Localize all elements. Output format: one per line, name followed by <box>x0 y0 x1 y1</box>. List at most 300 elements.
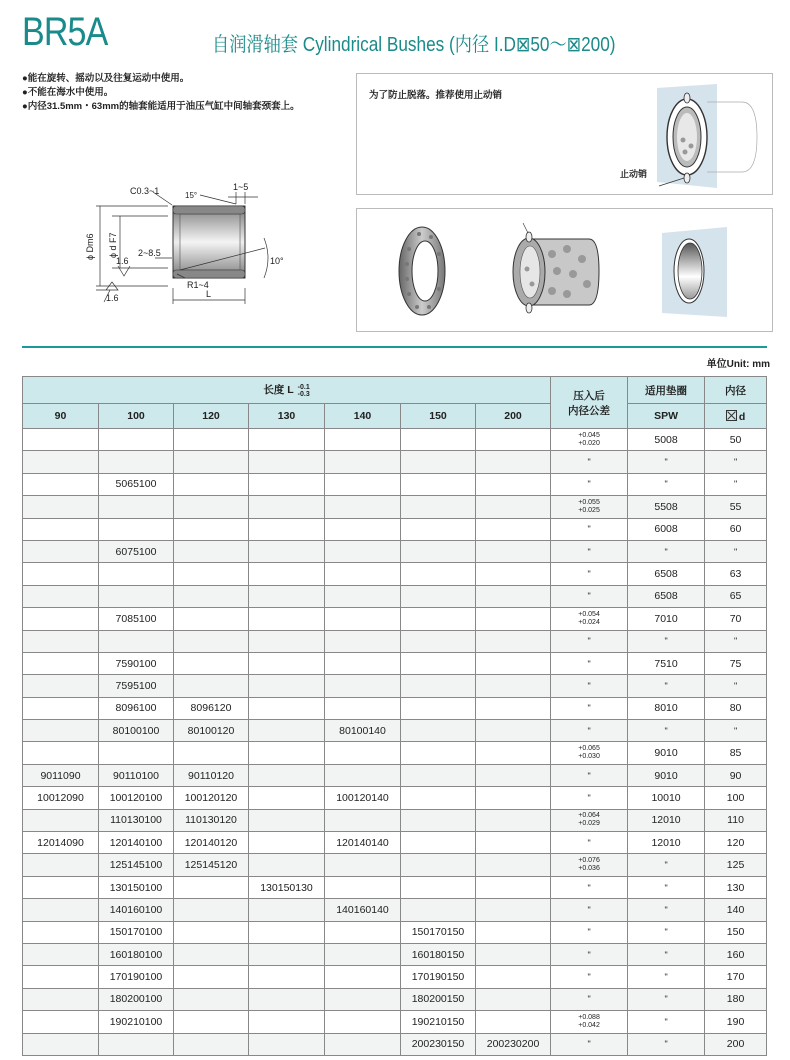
part-number-cell <box>325 697 401 719</box>
part-number-cell <box>401 518 476 540</box>
inner-diameter-cell: 75 <box>705 652 767 674</box>
part-number-cell <box>249 787 325 809</box>
part-number-cell <box>99 429 174 451</box>
part-number-cell <box>325 652 401 674</box>
part-number-cell <box>249 988 325 1010</box>
part-number-cell <box>174 585 249 607</box>
part-number-cell <box>325 809 401 831</box>
product-illustration-panel <box>356 208 773 332</box>
inner-diameter-cell: 125 <box>705 854 767 876</box>
angle-15-label: 15° <box>185 191 198 200</box>
part-number-cell <box>23 429 99 451</box>
tolerance-cell <box>551 429 628 451</box>
part-number-cell <box>174 988 249 1010</box>
tolerance-cell <box>551 943 628 965</box>
part-number-cell <box>249 697 325 719</box>
ditto-mark: " <box>587 792 591 803</box>
part-number-cell <box>23 809 99 831</box>
part-number-cell: 10012090 <box>23 787 99 809</box>
part-number-cell <box>325 854 401 876</box>
part-number-cell <box>476 473 551 495</box>
tolerance-lower: +0.030 <box>578 753 600 761</box>
part-number-cell <box>23 742 99 764</box>
washer-cell: 12010 <box>628 832 705 854</box>
part-number-cell: 7595100 <box>99 675 174 697</box>
part-number-cell <box>23 496 99 518</box>
inner-diameter-cell: 100 <box>705 787 767 809</box>
table-row <box>23 563 767 585</box>
ditto-mark: " <box>587 546 591 557</box>
table-row <box>23 585 767 607</box>
pin-installation-illustration <box>647 82 767 190</box>
washer-cell: 6008 <box>628 518 705 540</box>
part-number-cell <box>23 585 99 607</box>
washer-cell: 5008 <box>628 429 705 451</box>
part-number-cell <box>476 608 551 630</box>
outer-diameter-label: ϕ Dm6 <box>85 233 95 260</box>
table-row <box>23 787 767 809</box>
tolerance-cell <box>551 787 628 809</box>
part-number-cell: 80100100 <box>99 720 174 742</box>
tolerance-upper: +0.088 <box>578 1013 600 1021</box>
table-row <box>23 854 767 876</box>
part-number-cell <box>476 764 551 786</box>
part-number-cell <box>325 518 401 540</box>
length-tolerance: -0.1 -0.3 <box>297 383 310 398</box>
tolerance-lower: +0.020 <box>578 439 600 447</box>
part-number-cell <box>249 652 325 674</box>
part-number-cell <box>23 518 99 540</box>
part-number-cell <box>325 1033 401 1055</box>
ditto-mark: " <box>587 569 591 580</box>
part-number-cell <box>476 675 551 697</box>
part-number-cell: 160180100 <box>99 943 174 965</box>
part-number-cell <box>325 608 401 630</box>
inner-diameter-cell: 85 <box>705 742 767 764</box>
part-number-cell <box>174 1011 249 1033</box>
range-1-5-label: 1~5 <box>233 182 249 192</box>
tolerance-cell <box>551 832 628 854</box>
part-number-cell <box>401 473 476 495</box>
tolerance-cell <box>551 742 628 764</box>
table-row <box>23 675 767 697</box>
part-number-cell <box>249 563 325 585</box>
washer-cell: 9010 <box>628 764 705 786</box>
part-number-cell <box>476 921 551 943</box>
washer-cell: " <box>628 540 705 562</box>
washer-cell: " <box>628 899 705 921</box>
part-number-cell <box>174 563 249 585</box>
ditto-mark: " <box>587 1039 591 1050</box>
part-number-cell <box>476 540 551 562</box>
part-number-cell <box>476 809 551 831</box>
part-number-cell <box>476 832 551 854</box>
part-number-cell <box>476 720 551 742</box>
washer-cell: " <box>628 921 705 943</box>
feature-list <box>22 72 300 114</box>
tolerance-cell <box>551 899 628 921</box>
part-number-cell <box>174 742 249 764</box>
part-number-cell <box>249 899 325 921</box>
page-title: 自润滑轴套 Cylindrical Bushes (内径 I.D⊠50～⊠200) <box>212 34 616 56</box>
part-number-cell <box>476 652 551 674</box>
washer-cell: " <box>628 966 705 988</box>
part-number-cell <box>325 764 401 786</box>
bushing-body <box>173 206 245 278</box>
part-number-cell <box>174 496 249 518</box>
washer-cell: " <box>628 988 705 1010</box>
part-number-cell <box>249 451 325 473</box>
tolerance-lower: +0.024 <box>578 618 600 626</box>
ditto-mark: " <box>587 949 591 960</box>
part-number-cell: 150170150 <box>401 921 476 943</box>
tolerance-cell <box>551 608 628 630</box>
feature-item: ●内径31.5mm・63mm的轴套能适用于油压气缸中间轴套颈套上。 <box>22 101 300 112</box>
tolerance-cell <box>551 697 628 719</box>
ditto-mark: " <box>587 524 591 535</box>
tolerance-cell <box>551 1011 628 1033</box>
part-number-cell <box>325 988 401 1010</box>
inner-diameter-header: 内径 <box>705 377 767 404</box>
inner-diameter-cell: 70 <box>705 608 767 630</box>
tolerance-upper: +0.055 <box>578 498 600 506</box>
part-number-cell <box>249 921 325 943</box>
inner-diameter-cell: 150 <box>705 921 767 943</box>
part-number-cell <box>249 720 325 742</box>
washer-cell: " <box>628 451 705 473</box>
part-number-cell <box>23 943 99 965</box>
part-number-cell <box>174 899 249 921</box>
part-number-cell <box>99 742 174 764</box>
part-number-cell <box>476 899 551 921</box>
table-row <box>23 809 767 831</box>
part-number-cell <box>476 988 551 1010</box>
table-row <box>23 832 767 854</box>
part-number-cell <box>476 496 551 518</box>
range-2-85-label: 2~8.5 <box>138 248 161 258</box>
inner-diameter-cell: 140 <box>705 899 767 921</box>
part-number-cell <box>23 563 99 585</box>
tolerance-cell <box>551 630 628 652</box>
part-number-cell <box>249 630 325 652</box>
part-number-cell <box>99 496 174 518</box>
table-row <box>23 1011 767 1033</box>
part-number-cell <box>401 563 476 585</box>
inner-diameter-label: ϕ d F7 <box>108 232 118 258</box>
part-number-cell <box>174 652 249 674</box>
part-number-cell <box>325 876 401 898</box>
roughness-label-1: 1.6 <box>116 256 129 266</box>
part-number-cell: 140160100 <box>99 899 174 921</box>
part-number-cell <box>23 473 99 495</box>
tolerance-cell <box>551 876 628 898</box>
washer-cell: " <box>628 943 705 965</box>
tolerance-cell <box>551 1033 628 1055</box>
part-number-cell <box>325 943 401 965</box>
installation-panel <box>356 73 773 195</box>
part-number-cell <box>325 563 401 585</box>
part-number-cell <box>401 742 476 764</box>
part-number-cell <box>249 540 325 562</box>
part-number-cell <box>476 854 551 876</box>
tolerance-upper: +0.054 <box>578 610 600 618</box>
part-number-cell: 180200150 <box>401 988 476 1010</box>
tolerance-cell <box>551 720 628 742</box>
part-number-cell <box>23 966 99 988</box>
length-col-header: 90 <box>23 404 99 429</box>
washer-cell: 12010 <box>628 809 705 831</box>
part-number-cell: 120140140 <box>325 832 401 854</box>
part-number-cell <box>23 988 99 1010</box>
washer-cell: 9010 <box>628 742 705 764</box>
inner-diameter-cell: " <box>705 473 767 495</box>
housing-bore-illustration <box>662 227 727 317</box>
inner-diameter-cell: " <box>705 675 767 697</box>
tolerance-cell <box>551 518 628 540</box>
part-number-cell <box>174 921 249 943</box>
inner-diameter-cell: " <box>705 451 767 473</box>
part-number-cell <box>476 563 551 585</box>
part-number-cell <box>23 720 99 742</box>
part-number-cell: 200230150 <box>401 1033 476 1055</box>
ditto-mark: " <box>587 479 591 490</box>
part-number-cell <box>249 429 325 451</box>
tolerance-upper: +0.076 <box>578 857 600 865</box>
washer-cell: 10010 <box>628 787 705 809</box>
length-col-header: 100 <box>99 404 174 429</box>
part-number-cell: 125145120 <box>174 854 249 876</box>
part-number-cell <box>174 1033 249 1055</box>
inner-diameter-cell: 90 <box>705 764 767 786</box>
ditto-mark: " <box>587 658 591 669</box>
part-number-cell: 125145100 <box>99 854 174 876</box>
tolerance-upper: +0.064 <box>578 812 600 820</box>
tolerance-cell <box>551 809 628 831</box>
ditto-mark: " <box>587 994 591 1005</box>
diameter-symbol-icon <box>726 410 737 421</box>
part-number-cell <box>325 630 401 652</box>
ditto-mark: " <box>587 904 591 915</box>
table-row <box>23 899 767 921</box>
ditto-mark: " <box>587 725 591 736</box>
table-row <box>23 630 767 652</box>
part-number-cell <box>174 675 249 697</box>
part-number-cell <box>99 518 174 540</box>
table-row <box>23 921 767 943</box>
part-number-cell <box>401 585 476 607</box>
part-number-cell <box>401 809 476 831</box>
ditto-mark: " <box>587 591 591 602</box>
table-row <box>23 429 767 451</box>
washer-cell: 7010 <box>628 608 705 630</box>
inner-diameter-cell: " <box>705 540 767 562</box>
part-number-cell <box>249 518 325 540</box>
part-number-cell <box>249 943 325 965</box>
table-row <box>23 473 767 495</box>
washer-cell: " <box>628 675 705 697</box>
table-row <box>23 652 767 674</box>
tolerance-lower: +0.036 <box>578 865 600 873</box>
part-number-cell <box>174 608 249 630</box>
table-row <box>23 966 767 988</box>
tolerance-cell <box>551 966 628 988</box>
table-row <box>23 518 767 540</box>
part-number-cell: 100120100 <box>99 787 174 809</box>
part-number-cell: 190210150 <box>401 1011 476 1033</box>
part-number-cell <box>249 809 325 831</box>
ditto-mark: " <box>587 680 591 691</box>
inner-diameter-cell: 110 <box>705 809 767 831</box>
part-number-cell <box>23 652 99 674</box>
part-number-cell: 8096100 <box>99 697 174 719</box>
ditto-mark: " <box>587 770 591 781</box>
table-row <box>23 876 767 898</box>
length-col-header: 150 <box>401 404 476 429</box>
ditto-mark: " <box>587 972 591 983</box>
part-number-cell: 90110120 <box>174 764 249 786</box>
unit-label: 单位Unit: mm <box>706 359 770 370</box>
cylindrical-bush-illustration <box>513 223 599 313</box>
part-number-cell <box>325 675 401 697</box>
washer-cell: " <box>628 876 705 898</box>
part-number-cell <box>23 697 99 719</box>
part-number-cell <box>401 630 476 652</box>
bushing-dimension-drawing <box>60 170 300 310</box>
tolerance-cell <box>551 652 628 674</box>
washer-cell: 7510 <box>628 652 705 674</box>
table-row <box>23 742 767 764</box>
feature-item: ●能在旋转、摇动以及往复运动中使用。 <box>22 73 190 84</box>
part-number-cell <box>325 1011 401 1033</box>
inner-diameter-cell: 170 <box>705 966 767 988</box>
installation-note: 为了防止脱落。推荐使用止动销 <box>369 90 503 101</box>
part-number-cell: 120140120 <box>174 832 249 854</box>
part-number-cell <box>249 608 325 630</box>
stop-pin-bottom <box>684 173 690 183</box>
part-number-cell <box>401 876 476 898</box>
part-number-cell: 190210100 <box>99 1011 174 1033</box>
ditto-mark: " <box>587 457 591 468</box>
ditto-mark: " <box>587 837 591 848</box>
part-number-cell <box>476 585 551 607</box>
part-number-cell <box>476 451 551 473</box>
part-number-cell <box>174 540 249 562</box>
part-number-cell <box>23 876 99 898</box>
part-number-cell <box>325 540 401 562</box>
tolerance-cell <box>551 563 628 585</box>
part-number-cell: 130150130 <box>249 876 325 898</box>
washer-cell: " <box>628 720 705 742</box>
table-row <box>23 697 767 719</box>
table-row <box>23 943 767 965</box>
part-number-cell <box>476 630 551 652</box>
ditto-mark: " <box>587 703 591 714</box>
washer-header: 适用垫圈 <box>628 377 705 404</box>
inner-diameter-cell: 63 <box>705 563 767 585</box>
part-number-cell: 180200100 <box>99 988 174 1010</box>
inner-diameter-subheader: d <box>705 404 767 429</box>
part-number-cell <box>325 921 401 943</box>
tolerance-cell <box>551 988 628 1010</box>
part-number-cell <box>401 608 476 630</box>
inner-diameter-cell: 65 <box>705 585 767 607</box>
part-number-cell: 150170100 <box>99 921 174 943</box>
tolerance-cell <box>551 675 628 697</box>
inner-diameter-cell: 120 <box>705 832 767 854</box>
tolerance-upper: +0.045 <box>578 431 600 439</box>
part-number-cell <box>401 540 476 562</box>
part-number-cell: 80100120 <box>174 720 249 742</box>
washer-cell: " <box>628 1011 705 1033</box>
table-row <box>23 720 767 742</box>
inner-diameter-cell: 160 <box>705 943 767 965</box>
tolerance-upper: +0.065 <box>578 745 600 753</box>
tolerance-cell <box>551 921 628 943</box>
feature-item: ●不能在海水中使用。 <box>22 87 114 98</box>
table-row <box>23 764 767 786</box>
inner-diameter-cell: 190 <box>705 1011 767 1033</box>
part-number-cell <box>174 630 249 652</box>
part-number-cell <box>476 1011 551 1033</box>
part-number-cell: 7590100 <box>99 652 174 674</box>
press-fit-tolerance-header: 压入后 内径公差 <box>551 377 628 429</box>
inner-diameter-cell: 60 <box>705 518 767 540</box>
part-number-cell <box>23 921 99 943</box>
part-number-cell <box>174 518 249 540</box>
part-number-cell: 170190150 <box>401 966 476 988</box>
length-col-header: 140 <box>325 404 401 429</box>
part-number-cell <box>23 540 99 562</box>
part-number-cell: 90110100 <box>99 764 174 786</box>
length-label: L <box>206 289 212 299</box>
inner-diameter-cell: " <box>705 630 767 652</box>
washer-cell: " <box>628 854 705 876</box>
part-number-cell <box>401 720 476 742</box>
part-number-cell <box>23 675 99 697</box>
part-number-cell: 130150100 <box>99 876 174 898</box>
thrust-washer-illustration <box>399 227 445 315</box>
part-number-cell <box>476 742 551 764</box>
part-number-cell <box>99 630 174 652</box>
part-number-cell <box>401 429 476 451</box>
washer-cell: 8010 <box>628 697 705 719</box>
part-number-cell: 140160140 <box>325 899 401 921</box>
part-number-cell <box>249 675 325 697</box>
part-number-cell <box>99 1033 174 1055</box>
specification-table <box>22 376 767 1056</box>
part-number-cell <box>249 742 325 764</box>
roughness-label-2: 1.6 <box>106 293 119 303</box>
part-number-cell: 6075100 <box>99 540 174 562</box>
part-number-cell <box>174 473 249 495</box>
part-number-cell <box>476 787 551 809</box>
product-illustrations <box>357 209 772 331</box>
inner-diameter-cell: 50 <box>705 429 767 451</box>
section-divider <box>22 346 767 348</box>
part-number-cell: 120140100 <box>99 832 174 854</box>
part-number-cell: 170190100 <box>99 966 174 988</box>
part-number-cell <box>401 764 476 786</box>
inner-diameter-cell: 55 <box>705 496 767 518</box>
washer-subheader: SPW <box>628 404 705 429</box>
part-number-cell <box>476 943 551 965</box>
tolerance-cell <box>551 854 628 876</box>
part-number-cell <box>174 876 249 898</box>
part-number-cell: 100120140 <box>325 787 401 809</box>
tolerance-cell <box>551 451 628 473</box>
part-number-cell <box>23 451 99 473</box>
stop-pin-label: 止动销 <box>620 169 648 179</box>
